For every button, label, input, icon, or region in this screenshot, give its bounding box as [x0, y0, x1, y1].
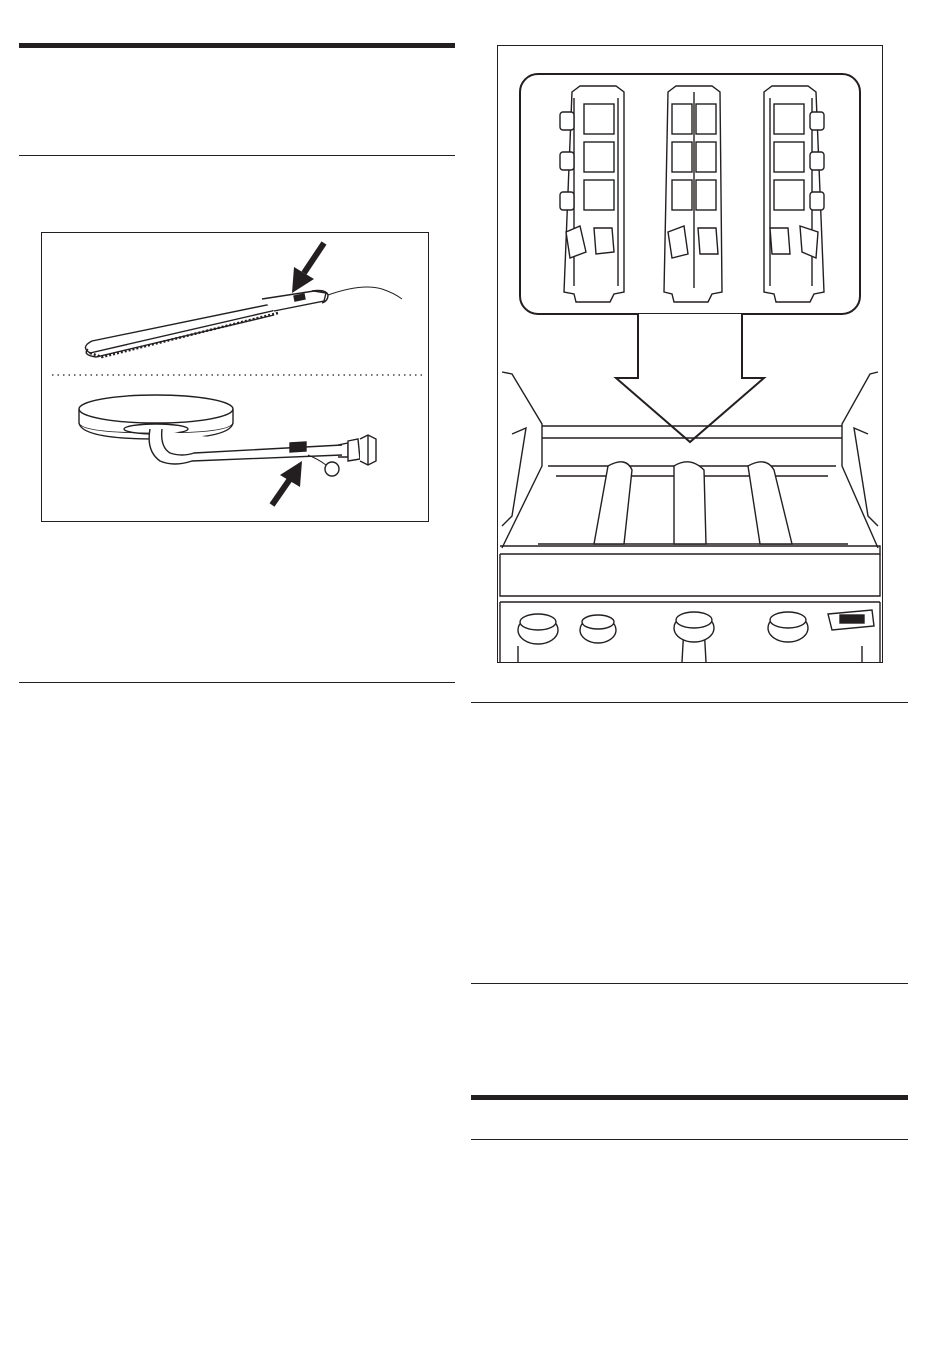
right-section-rule-3 [471, 1139, 908, 1140]
heat-plates-figure [497, 45, 883, 663]
down-arrow-icon [616, 314, 764, 442]
right-section-rule-1 [471, 702, 908, 703]
arrow-icon [272, 461, 302, 505]
right-section-rule-2 [471, 983, 908, 984]
burner-detail-illustration [42, 233, 428, 521]
heat-plate-icon [764, 86, 824, 302]
tube-burner-with-electrode-icon [85, 287, 402, 357]
control-knob-icon [518, 614, 558, 644]
left-section-rule-2 [19, 682, 455, 683]
right-thick-rule [471, 1095, 908, 1100]
control-knob-icon [768, 612, 808, 642]
left-section-rule-1 [19, 155, 455, 156]
heat-plate-icon [560, 86, 624, 302]
control-knob-icon [674, 612, 714, 642]
heat-plates-illustration [498, 46, 882, 662]
control-knob-icon [580, 615, 616, 643]
round-burner-with-tube-icon [79, 395, 376, 476]
burner-detail-figure [41, 232, 429, 522]
heat-plate-icon [664, 86, 722, 302]
arrow-icon [292, 243, 324, 293]
left-top-thick-rule [19, 43, 455, 48]
